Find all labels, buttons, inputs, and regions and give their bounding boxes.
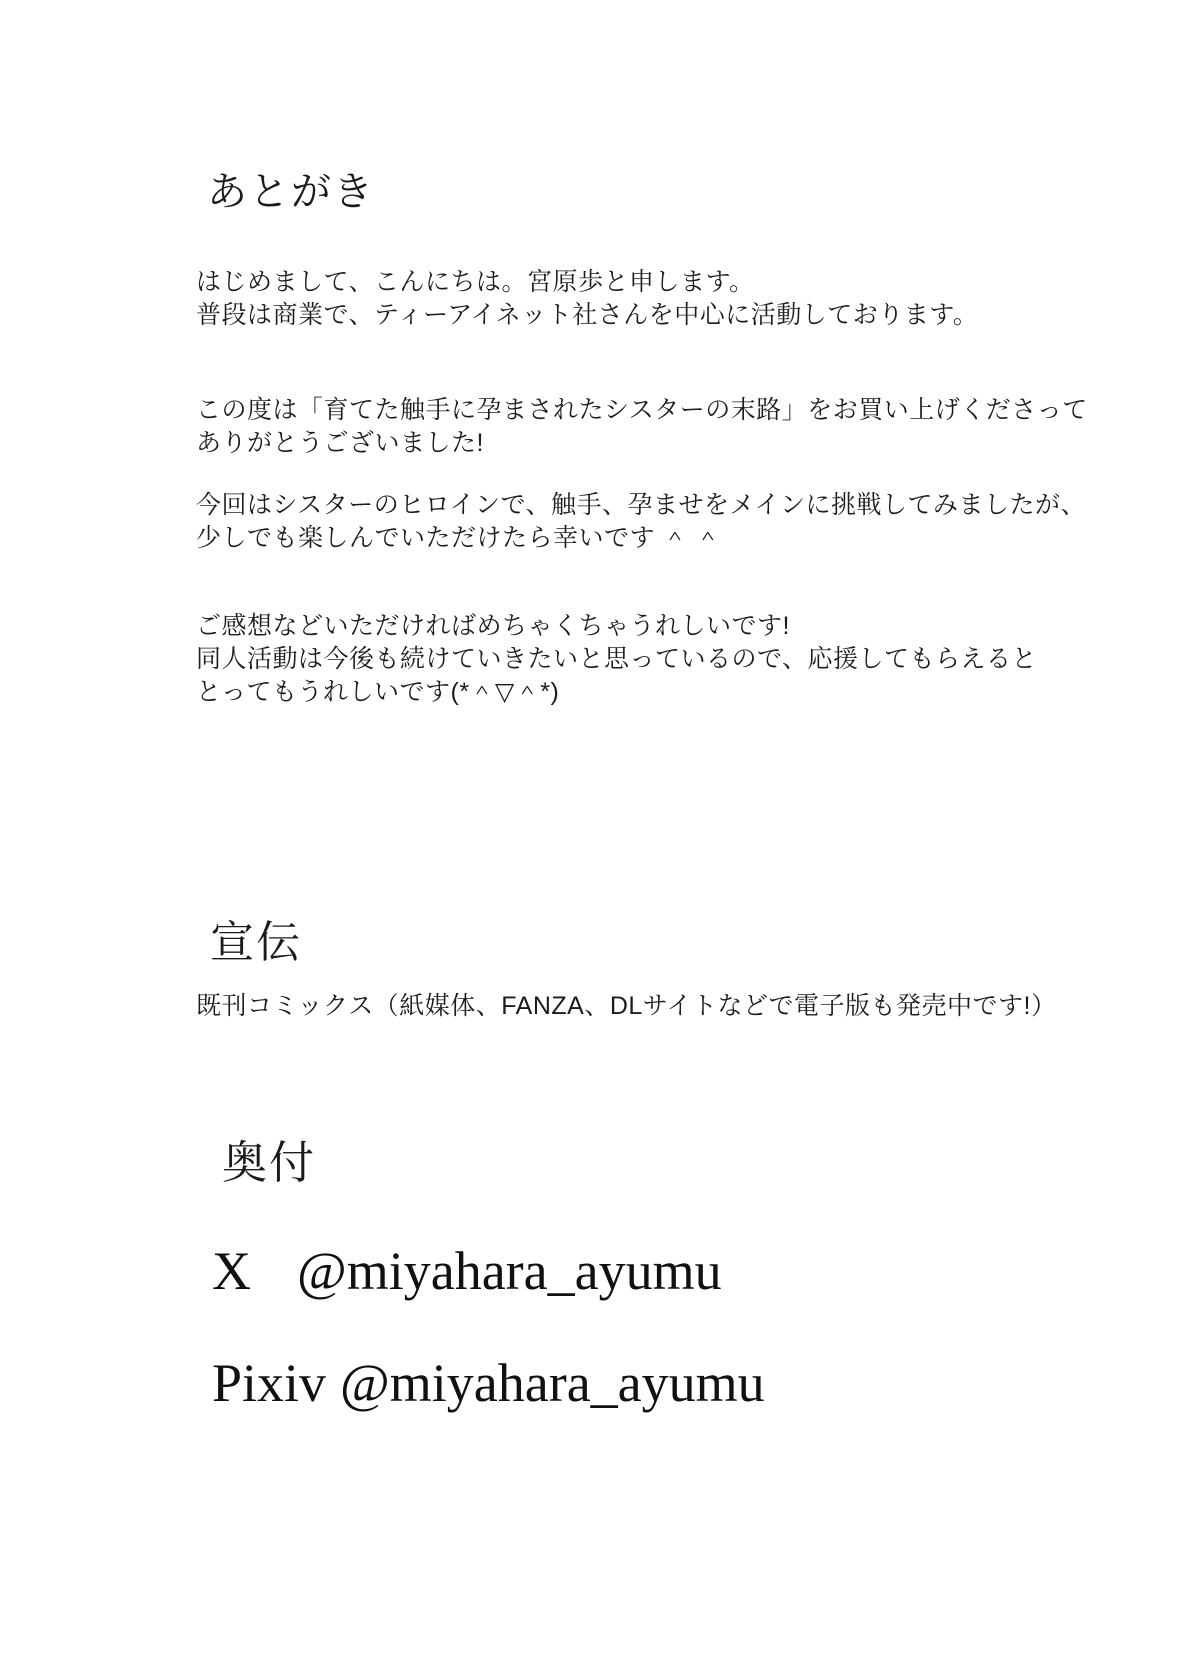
colophon-heading: 奥付	[222, 1138, 317, 1188]
intro-paragraph	[196, 266, 978, 332]
thanks-paragraph	[196, 394, 1088, 460]
x-platform-label: X	[212, 1241, 251, 1301]
promotion-text: 既刊コミックス（紙媒体、FANZA、DLサイトなどで電子版も発売中です!）	[196, 992, 1057, 1020]
afterword-heading: あとがき	[207, 170, 375, 214]
challenge-line-1: 今回はシスターのヒロインで、触手、孕ませをメインに挑戦してみましたが、	[196, 491, 1087, 519]
feedback-line-3: とってもうれしいです(*＾▽＾*)	[196, 678, 560, 706]
pixiv-handle: @miyahara_ayumu	[340, 1353, 765, 1413]
feedback-paragraph	[196, 610, 1037, 709]
feedback-line-2: 同人活動は今後も続けていきたいと思っているので、応援してもらえると	[196, 645, 1038, 673]
pixiv-platform-label: Pixiv	[212, 1353, 327, 1413]
promotion-heading: 宣伝	[210, 918, 302, 967]
x-account-line	[212, 1240, 722, 1302]
pixiv-account-line	[212, 1352, 765, 1414]
challenge-paragraph	[196, 489, 1086, 555]
feedback-line-1: ご感想などいただければめちゃくちゃうれしいです!	[196, 612, 790, 640]
thanks-line-1: この度は「育てた触手に孕まされたシスターの末路」をお買い上げくださって	[196, 396, 1088, 424]
intro-line-1: はじめまして、こんにちは。宮原歩と申します。	[196, 268, 755, 296]
x-handle: @miyahara_ayumu	[297, 1241, 722, 1301]
thanks-line-2: ありがとうございました!	[196, 429, 484, 457]
intro-line-2: 普段は商業で、ティーアイネット社さんを中心に活動しております。	[196, 301, 979, 329]
challenge-line-2: 少しでも楽しんでいただけたら幸いです ＾ ＾	[196, 524, 721, 552]
